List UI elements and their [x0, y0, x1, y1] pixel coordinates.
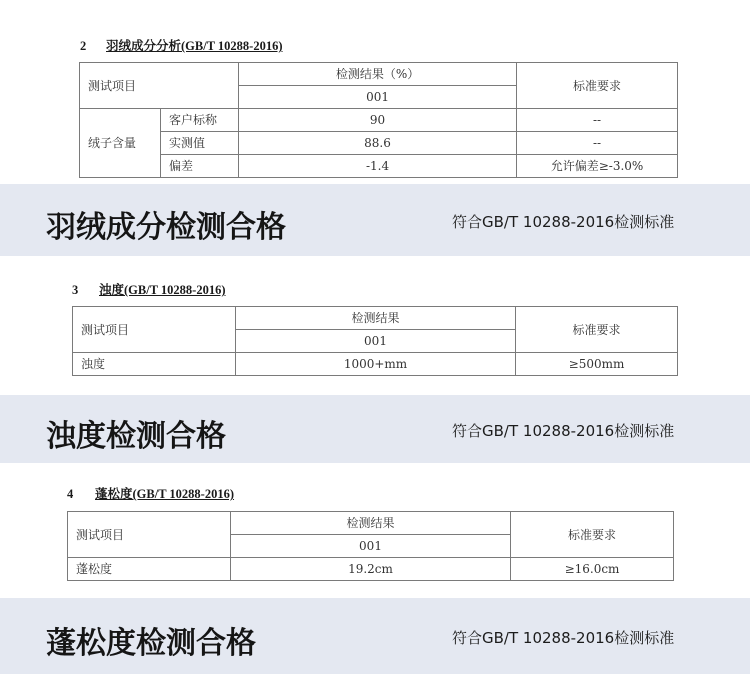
- row-label: 浊度: [73, 353, 236, 376]
- standard-note: 符合GB/T 10288-2016检测标准: [452, 629, 675, 647]
- table-row: [80, 132, 678, 155]
- header-result: 检测结果（%）: [239, 63, 517, 86]
- header-result: 检测结果: [236, 307, 516, 330]
- section-title: 羽绒成分分析(GB/T 10288-2016): [106, 39, 283, 53]
- row-value: 19.2cm: [231, 558, 511, 581]
- header-result: 检测结果: [231, 512, 511, 535]
- table-row: [68, 558, 674, 581]
- header-standard: 标准要求: [511, 512, 674, 558]
- row-label: 客户标称: [161, 109, 239, 132]
- row-standard: ≥16.0cm: [511, 558, 674, 581]
- row-standard: --: [517, 109, 678, 132]
- row-standard: 允许偏差≥-3.0%: [517, 155, 678, 178]
- row-standard: ≥500mm: [516, 353, 678, 376]
- table-row: [80, 109, 678, 132]
- header-test-item: 测试项目: [68, 512, 231, 558]
- section-title: 蓬松度(GB/T 10288-2016): [95, 487, 235, 501]
- verdict-banner-turbidity: [0, 395, 750, 463]
- row-label: 偏差: [161, 155, 239, 178]
- header-sample-id: 001: [231, 535, 511, 558]
- group-label: 绒子含量: [80, 109, 161, 178]
- row-value: -1.4: [239, 155, 517, 178]
- header-standard: 标准要求: [517, 63, 678, 109]
- row-label: 蓬松度: [68, 558, 231, 581]
- section-number: 4: [67, 487, 74, 501]
- row-label: 实测值: [161, 132, 239, 155]
- table-row: [73, 353, 678, 376]
- header-test-item: 测试项目: [73, 307, 236, 353]
- section-4-heading: [67, 484, 234, 502]
- verdict-banner-fill-power: [0, 598, 750, 674]
- section-title: 浊度(GB/T 10288-2016): [99, 283, 226, 297]
- row-value: 90: [239, 109, 517, 132]
- header-sample-id: 001: [236, 330, 516, 353]
- header-standard: 标准要求: [516, 307, 678, 353]
- turbidity-table: [72, 306, 678, 376]
- row-value: 88.6: [239, 132, 517, 155]
- fill-composition-table: [79, 62, 678, 178]
- header-test-item: 测试项目: [80, 63, 239, 109]
- verdict-text: 蓬松度检测合格: [46, 626, 256, 661]
- standard-note: 符合GB/T 10288-2016检测标准: [452, 422, 675, 440]
- verdict-text: 浊度检测合格: [46, 419, 226, 454]
- section-3-heading: [72, 280, 226, 298]
- header-sample-id: 001: [239, 86, 517, 109]
- row-value: 1000+mm: [236, 353, 516, 376]
- fill-power-table: [67, 511, 674, 581]
- section-number: 2: [80, 39, 87, 53]
- verdict-text: 羽绒成分检测合格: [46, 210, 286, 245]
- section-number: 3: [72, 283, 79, 297]
- table-row: [80, 155, 678, 178]
- verdict-banner-composition: [0, 184, 750, 256]
- section-2-heading: [80, 36, 283, 54]
- row-standard: --: [517, 132, 678, 155]
- standard-note: 符合GB/T 10288-2016检测标准: [452, 213, 675, 231]
